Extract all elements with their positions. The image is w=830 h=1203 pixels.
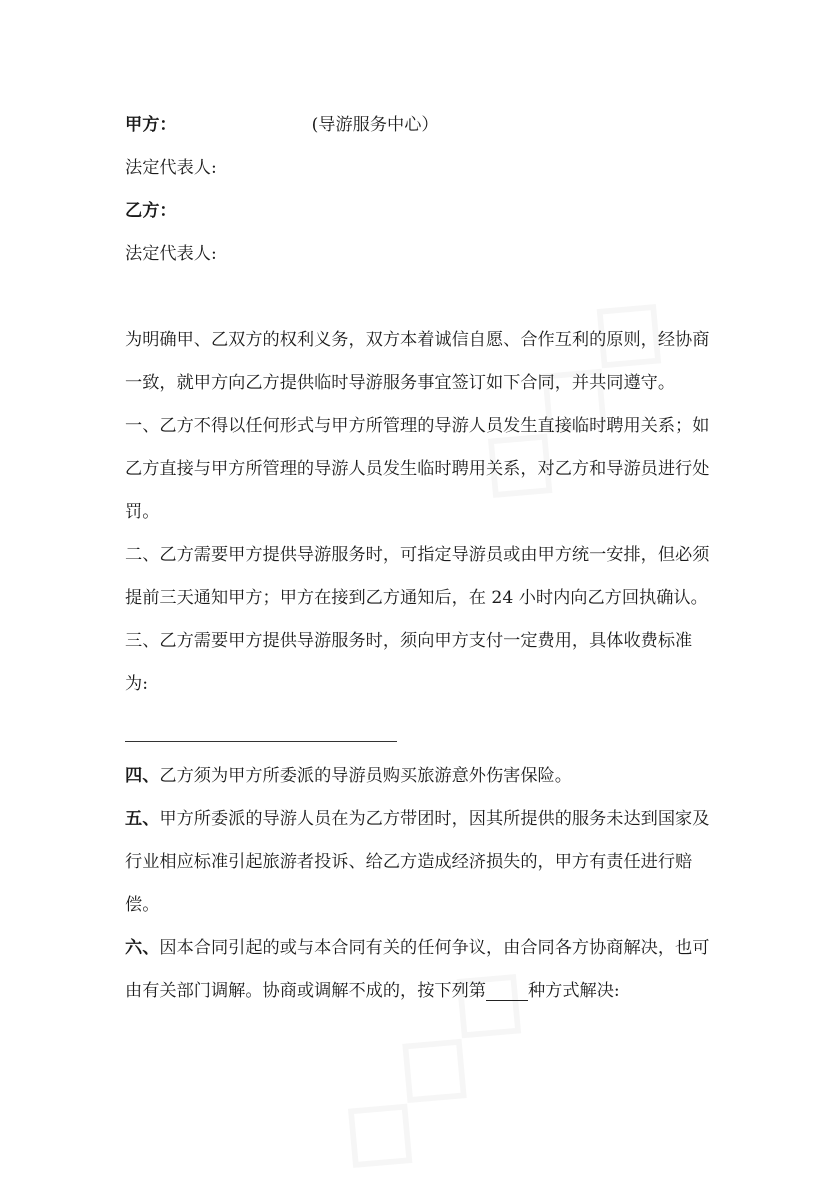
clause-2-line: 二、乙方需要甲方提供导游服务时，可指定导游员或由甲方统一安排，但必须 <box>125 545 710 565</box>
fee-blank-line <box>125 741 397 742</box>
party-a-name: (导游服务中心） <box>311 115 439 135</box>
clause-1-line: 乙方直接与甲方所管理的导游人员发生临时聘用关系，对乙方和导游员进行处 <box>125 459 710 479</box>
party-b-label: 乙方： <box>125 201 177 221</box>
clause-6-text: 因本合同引起的或与本合同有关的任何争议，由合同各方协商解决，也可 <box>159 938 710 958</box>
clause-6-number: 六、 <box>125 938 160 958</box>
clause-5-line: 偿。 <box>125 895 160 915</box>
clause-2-line: 提前三天通知甲方；甲方在接到乙方通知后，在 24 小时内向乙方回执确认。 <box>125 588 708 608</box>
method-number-blank[interactable] <box>486 984 528 1001</box>
clause-6-text: 由有关部门调解。协商或调解不成的，按下列第 <box>125 981 486 1001</box>
party-b-rep: 法定代表人: <box>125 244 217 264</box>
clause-1-line: 罚。 <box>125 502 160 522</box>
party-a-line <box>125 115 439 135</box>
clause-5-number: 五、 <box>125 809 160 829</box>
clause-6-line <box>125 938 709 958</box>
watermark <box>436 256 698 533</box>
clause-3-line: 三、乙方需要甲方提供导游服务时，须向甲方支付一定费用，具体收费标准 <box>125 631 693 651</box>
clause-5-text: 甲方所委派的导游人员在为乙方带团时，因其所提供的服务未达到国家及 <box>159 809 710 829</box>
clause-4-line <box>125 766 572 786</box>
watermark <box>296 926 558 1203</box>
clause-4-text: 乙方须为甲方所委派的导游员购买旅游意外伤害保险。 <box>159 766 572 786</box>
clause-3-line: 为: <box>125 674 148 694</box>
clause-5-line: 行业相应标准引起旅游者投诉、给乙方造成经济损失的，甲方有责任进行赔 <box>125 852 693 872</box>
party-a-label: 甲方： <box>125 115 177 135</box>
intro-line: 一致，就甲方向乙方提供临时导游服务事宜签订如下合同，并共同遵守。 <box>125 373 676 393</box>
clause-1-line: 一、乙方不得以任何形式与甲方所管理的导游人员发生直接临时聘用关系；如 <box>125 416 710 436</box>
party-a-rep: 法定代表人: <box>125 158 217 178</box>
clause-6-line <box>125 981 620 1001</box>
intro-line: 为明确甲、乙双方的权利义务，双方本着诚信自愿、合作互利的原则，经协商 <box>125 330 710 350</box>
clause-6-tail: 种方式解决: <box>527 981 620 1001</box>
clause-5-line <box>125 809 709 829</box>
clause-4-number: 四、 <box>125 766 160 786</box>
